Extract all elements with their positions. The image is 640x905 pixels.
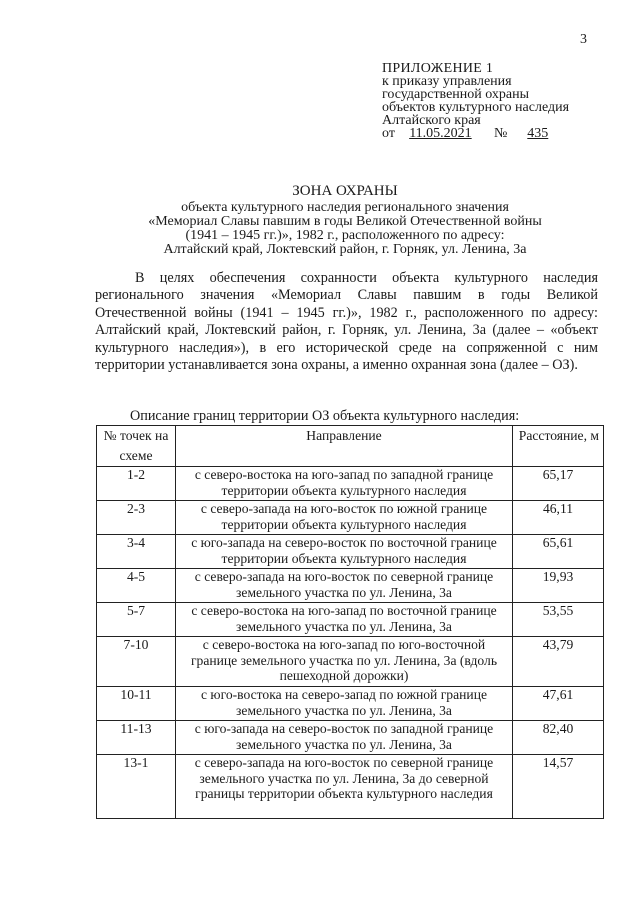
header-distance: Расстояние, м bbox=[513, 426, 604, 467]
cell-points: 11-13 bbox=[97, 721, 176, 755]
cell-direction: с юго-востока на северо-запад по южной границе земельного участка по ул. Ленина, 3а bbox=[176, 687, 513, 721]
date-prefix: от bbox=[382, 126, 395, 141]
table-row bbox=[97, 721, 604, 755]
cell-points: 3-4 bbox=[97, 535, 176, 569]
order-number: 435 bbox=[527, 126, 549, 141]
table-row bbox=[97, 535, 604, 569]
header-direction: Направление bbox=[176, 426, 513, 467]
cell-points: 7-10 bbox=[97, 637, 176, 687]
cell-distance: 19,93 bbox=[513, 569, 604, 603]
cell-distance: 82,40 bbox=[513, 721, 604, 755]
table-row bbox=[97, 603, 604, 637]
appendix-line: к приказу управления bbox=[382, 74, 512, 89]
cell-points: 1-2 bbox=[97, 467, 176, 501]
cell-points: 10-11 bbox=[97, 687, 176, 721]
cell-direction: с юго-запада на северо-восток по восточной границе территории объекта культурного наследия bbox=[176, 535, 513, 569]
table-row bbox=[97, 755, 604, 819]
document-title-block bbox=[110, 184, 580, 257]
title-line: объекта культурного наследия регионального значения bbox=[181, 200, 509, 215]
boundaries-table bbox=[96, 425, 604, 819]
title-line: (1941 – 1945 гг.)», 1982 г., расположенного по адресу: bbox=[185, 228, 505, 243]
table-caption: Описание границ территории ОЗ объекта культурного наследия: bbox=[130, 408, 520, 424]
order-dateline bbox=[382, 127, 622, 140]
table-row bbox=[97, 569, 604, 603]
cell-direction: с северо-запада на юго-восток по северной границе земельного участка по ул. Ленина, 3а до северной границы территории объекта культурного наследия bbox=[176, 755, 513, 819]
order-date: 11.05.2021 bbox=[409, 126, 472, 141]
cell-direction: с северо-востока на юго-запад по восточной границе земельного участка по ул. Ленина, 3а bbox=[176, 603, 513, 637]
body-paragraph-block bbox=[95, 270, 598, 374]
appendix-heading: ПРИЛОЖЕНИЕ 1 bbox=[382, 61, 494, 76]
table-row bbox=[97, 637, 604, 687]
table-body bbox=[97, 467, 604, 819]
cell-distance: 53,55 bbox=[513, 603, 604, 637]
cell-distance: 43,79 bbox=[513, 637, 604, 687]
cell-direction: с северо-запада на юго-восток по северной границе земельного участка по ул. Ленина, 3а bbox=[176, 569, 513, 603]
cell-distance: 46,11 bbox=[513, 501, 604, 535]
body-paragraph: В целях обеспечения сохранности объекта культурного наследия регионального значения «Мемориал Славы павшим в годы Великой Отечественной войны (1941 – 1945 гг.)», 1982 г., расположенного по адресу: Алтайский край, Локтевский район, г. Горняк, ул. Ленина, 3а (далее – «объект культурного наследия»), в его исторической среде на сопряженной с ним территории устанавливается зона охраны, а именно охранная зона (далее – ОЗ). bbox=[95, 270, 598, 374]
cell-points: 13-1 bbox=[97, 755, 176, 819]
table-row bbox=[97, 467, 604, 501]
cell-direction: с северо-запада на юго-восток по южной границе территории объекта культурного наследия bbox=[176, 501, 513, 535]
appendix-line: Алтайского края bbox=[382, 113, 481, 128]
cell-points: 5-7 bbox=[97, 603, 176, 637]
cell-distance: 47,61 bbox=[513, 687, 604, 721]
cell-direction: с юго-запада на северо-восток по западной границе земельного участка по ул. Ленина, 3а bbox=[176, 721, 513, 755]
cell-distance: 65,17 bbox=[513, 467, 604, 501]
header-points: № точек на схеме bbox=[97, 426, 176, 467]
number-label: № bbox=[493, 126, 508, 141]
title-line: «Мемориал Славы павшим в годы Великой Отечественной войны bbox=[148, 214, 542, 229]
cell-direction: с северо-востока на юго-запад по западной границе территории объекта культурного наследия bbox=[176, 467, 513, 501]
cell-points: 4-5 bbox=[97, 569, 176, 603]
cell-distance: 14,57 bbox=[513, 755, 604, 819]
table-row bbox=[97, 687, 604, 721]
appendix-line: объектов культурного наследия bbox=[382, 100, 570, 115]
cell-points: 2-3 bbox=[97, 501, 176, 535]
title-line: Алтайский край, Локтевский район, г. Горняк, ул. Ленина, 3а bbox=[163, 242, 527, 257]
cell-direction: с северо-востока на юго-запад по юго-восточной границе земельного участка по ул. Ленина, 3а (вдоль пешеходной дорожки) bbox=[176, 637, 513, 687]
table-row bbox=[97, 501, 604, 535]
appendix-block bbox=[382, 62, 622, 140]
cell-distance: 65,61 bbox=[513, 535, 604, 569]
page-number: 3 bbox=[580, 32, 587, 47]
document-title: ЗОНА ОХРАНЫ bbox=[292, 183, 398, 199]
appendix-line: государственной охраны bbox=[382, 87, 530, 102]
table-header-row bbox=[97, 426, 604, 467]
